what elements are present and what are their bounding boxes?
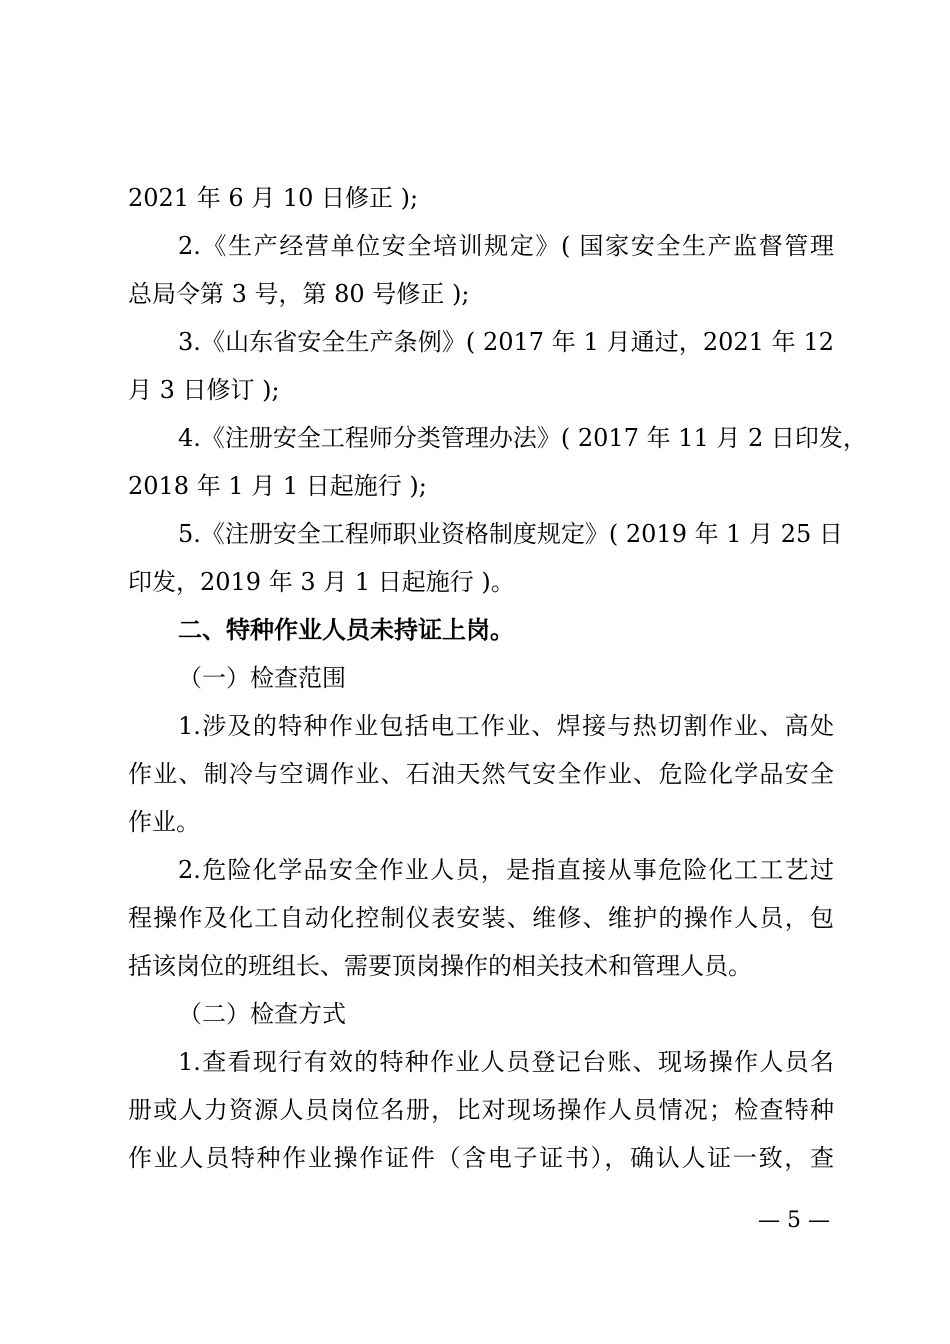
text-line: 月 3 日修订 ); xyxy=(128,376,280,404)
text-line: 2018 年 1 月 1 日起施行 ); xyxy=(128,472,427,500)
text-line: 作业、制冷与空调作业、石油天然气安全作业、危险化学品安全 xyxy=(128,760,834,788)
text-line: 2021 年 6 月 10 日修正 ); xyxy=(128,184,419,212)
text-line: 5.《注册安全工程师职业资格制度规定》( 2019 年 1 月 25 日 xyxy=(178,520,843,548)
text-line: 2.危险化学品安全作业人员，是指直接从事危险化工工艺过 xyxy=(178,856,834,884)
text-line: 册或人力资源人员岗位名册，比对现场操作人员情况；检查特种 xyxy=(128,1096,834,1124)
text-line: 4.《注册安全工程师分类管理办法》( 2017 年 11 月 2 日印发， xyxy=(178,424,867,452)
text-line: 作业。 xyxy=(128,808,200,836)
text-line: 印发，2019 年 3 月 1 日起施行 )。 xyxy=(128,568,515,596)
text-line: 1.查看现行有效的特种作业人员登记台账、现场操作人员名 xyxy=(178,1048,834,1076)
text-line: 总局令第 3 号，第 80 号修正 ); xyxy=(128,280,470,308)
text-line: 2.《生产经营单位安全培训规定》( 国家安全生产监督管理 xyxy=(178,232,834,260)
text-line: 程操作及化工自动化控制仪表安装、维修、维护的操作人员，包 xyxy=(128,904,834,932)
subsection-heading: （二）检查方式 xyxy=(178,1000,346,1028)
text-line: 括该岗位的班组长、需要顶岗操作的相关技术和管理人员。 xyxy=(128,952,752,980)
text-line: 3.《山东省安全生产条例》( 2017 年 1 月通过，2021 年 12 xyxy=(178,328,834,356)
section-heading: 二、特种作业人员未持证上岗。 xyxy=(178,615,514,644)
text-line: 作业人员特种作业操作证件（含电子证书），确认人证一致，查 xyxy=(128,1144,834,1172)
subsection-heading: （一）检查范围 xyxy=(178,664,346,692)
page-number: — 5 — xyxy=(758,1208,830,1233)
text-line: 1.涉及的特种作业包括电工作业、焊接与热切割作业、高处 xyxy=(178,712,834,740)
